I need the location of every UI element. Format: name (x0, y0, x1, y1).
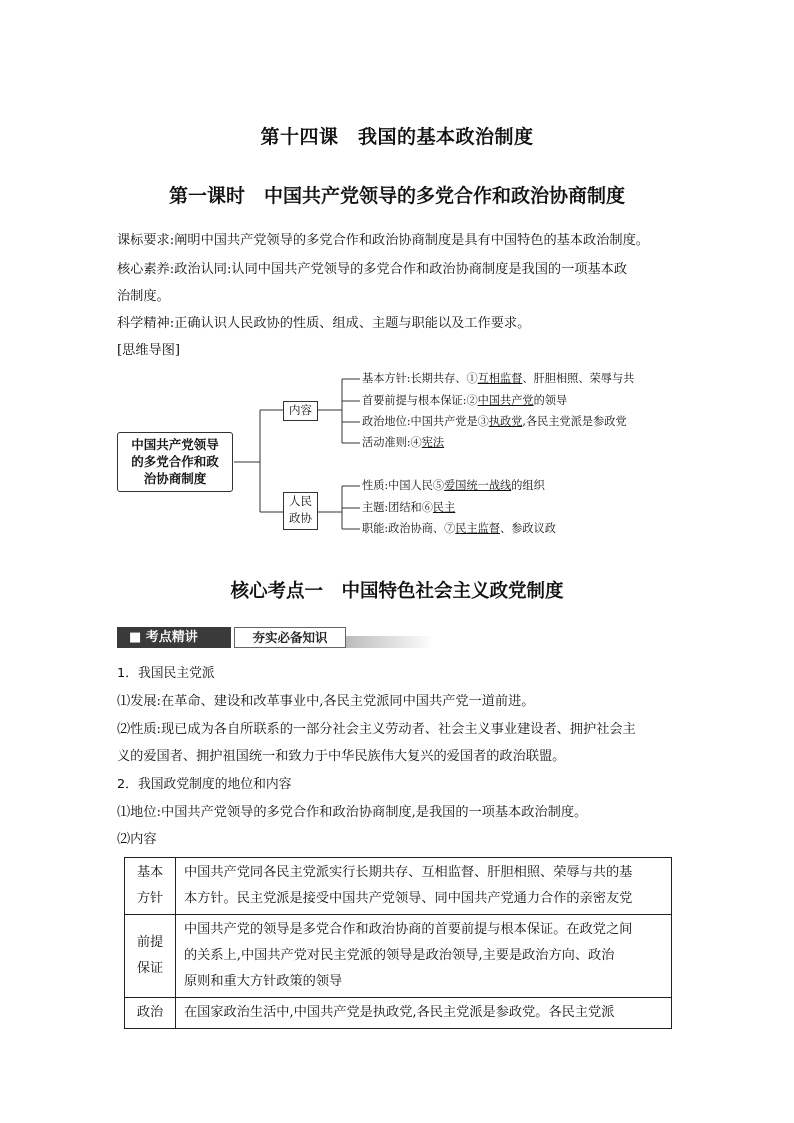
answer-blank: 中国共产党 (477, 394, 534, 407)
lesson-title: 第十四课 我国的基本政治制度 (260, 126, 534, 148)
paragraph: ⑴地位:中国共产党领导的多党合作和政治协商制度,是我国的一项基本政治制度。 (117, 805, 588, 820)
banner-key-points: ■ 考点精讲 (117, 627, 231, 648)
mindmap-root (117, 432, 233, 492)
lesson-subtitle: 第一课时 中国共产党领导的多党合作和政治协商制度 (168, 185, 625, 207)
literacy-label: 核心素养 (117, 262, 170, 277)
mindmap-item: 首要前提与根本保证:②中国共产党的领导 (362, 394, 568, 407)
banner-knowledge: 夯实必备知识 (234, 627, 346, 648)
answer-blank: 民主监督 (455, 522, 501, 535)
content-table (124, 857, 672, 1029)
mindmap-connectors (0, 0, 794, 560)
table-value: 在国家政治生活中,中国共产党是执政党,各民主党派是参政党。各民主党派 (176, 998, 672, 1029)
paragraph: ⑴发展:在革命、建设和改革事业中,各民主党派同中国共产党一道前进。 (117, 694, 535, 709)
mindmap-branch-label: 内容 (289, 403, 312, 417)
table-value: 中国共产党同各民主党派实行长期共存、互相监督、肝胆相照、荣辱与共的基 本方针。民主党派是接受中国共产党领导、同中国共产党通力合作的亲密友党 (176, 858, 672, 915)
mindmap-item: 主题:团结和⑥民主 (362, 501, 456, 514)
answer-blank: 互相监督 (477, 372, 523, 385)
spirit-line: 科学精神:正确认识人民政协的性质、组成、主题与职能以及工作要求。 (117, 316, 531, 331)
answer-blank: 宪法 (421, 436, 445, 449)
table-row (125, 915, 672, 998)
banner-fade-bar (346, 636, 434, 648)
mindmap-root-line: 的多党合作和政 (131, 454, 219, 469)
mindmap (0, 0, 794, 560)
mindmap-branch-label: 政协 (289, 511, 312, 525)
mindmap-item: 政治地位:中国共产党是③执政党,各民主党派是参政党 (362, 415, 627, 428)
requirement-line (117, 231, 649, 251)
requirement-label: 课标要求 (117, 233, 170, 248)
paragraph: ⑵内容 (117, 832, 157, 847)
heading-2: 2．我国政党制度的地位和内容 (117, 777, 292, 792)
table-key: 前提 保证 (125, 915, 176, 998)
mindmap-item: 活动准则:④宪法 (362, 436, 445, 449)
mindmap-item: 职能:政治协商、⑦民主监督、参政议政 (362, 522, 556, 535)
table-key: 政治 (125, 998, 176, 1029)
mindmap-branch-label: 人民 (289, 494, 312, 508)
mindmap-root-line: 中国共产党领导 (131, 437, 219, 452)
literacy-text: :政治认同:认同中国共产党领导的多党合作和政治协商制度是我国的一项基本政 (169, 262, 628, 277)
mindmap-label: [思维导图] (117, 343, 181, 358)
paragraph: ⑵性质:现已成为各自所联系的一部分社会主义劳动者、社会主义事业建设者、拥护社会主 (117, 722, 636, 737)
mindmap-item: 性质:中国人民⑤爱国统一战线的组织 (362, 479, 545, 492)
section-title: 核心考点一 中国特色社会主义政党制度 (230, 581, 564, 602)
table-value: 中国共产党的领导是多党合作和政治协商的首要前提与根本保证。在政党之间 的关系上,中国共产党对民主党派的领导是政治领导,主要是政治方向、政治 原则和重大方针政策的领导 (176, 915, 672, 998)
answer-blank: 执政党 (488, 415, 523, 428)
paragraph: 义的爱国者、拥护祖国统一和致力于中华民族伟大复兴的爱国者的政治联盟。 (117, 749, 566, 764)
mindmap-item: 基本方针:长期共存、①互相监督、肝胆相照、荣辱与共 (362, 372, 635, 385)
answer-blank: 爱国统一战线 (444, 479, 512, 492)
mindmap-root-line: 治协商制度 (143, 471, 207, 486)
table-row (125, 858, 672, 915)
answer-blank: 民主 (432, 501, 456, 514)
literacy-line (117, 260, 627, 280)
requirement-text: :阐明中国共产党领导的多党合作和政治协商制度是具有中国特色的基本政治制度。 (169, 233, 649, 248)
table-row (125, 998, 672, 1029)
table-key: 基本 方针 (125, 858, 176, 915)
mindmap-branch-content (283, 401, 318, 421)
heading-1: 1．我国民主党派 (117, 666, 215, 681)
literacy-line-2: 治制度。 (117, 289, 170, 304)
mindmap-branch-cppcc (283, 492, 318, 530)
